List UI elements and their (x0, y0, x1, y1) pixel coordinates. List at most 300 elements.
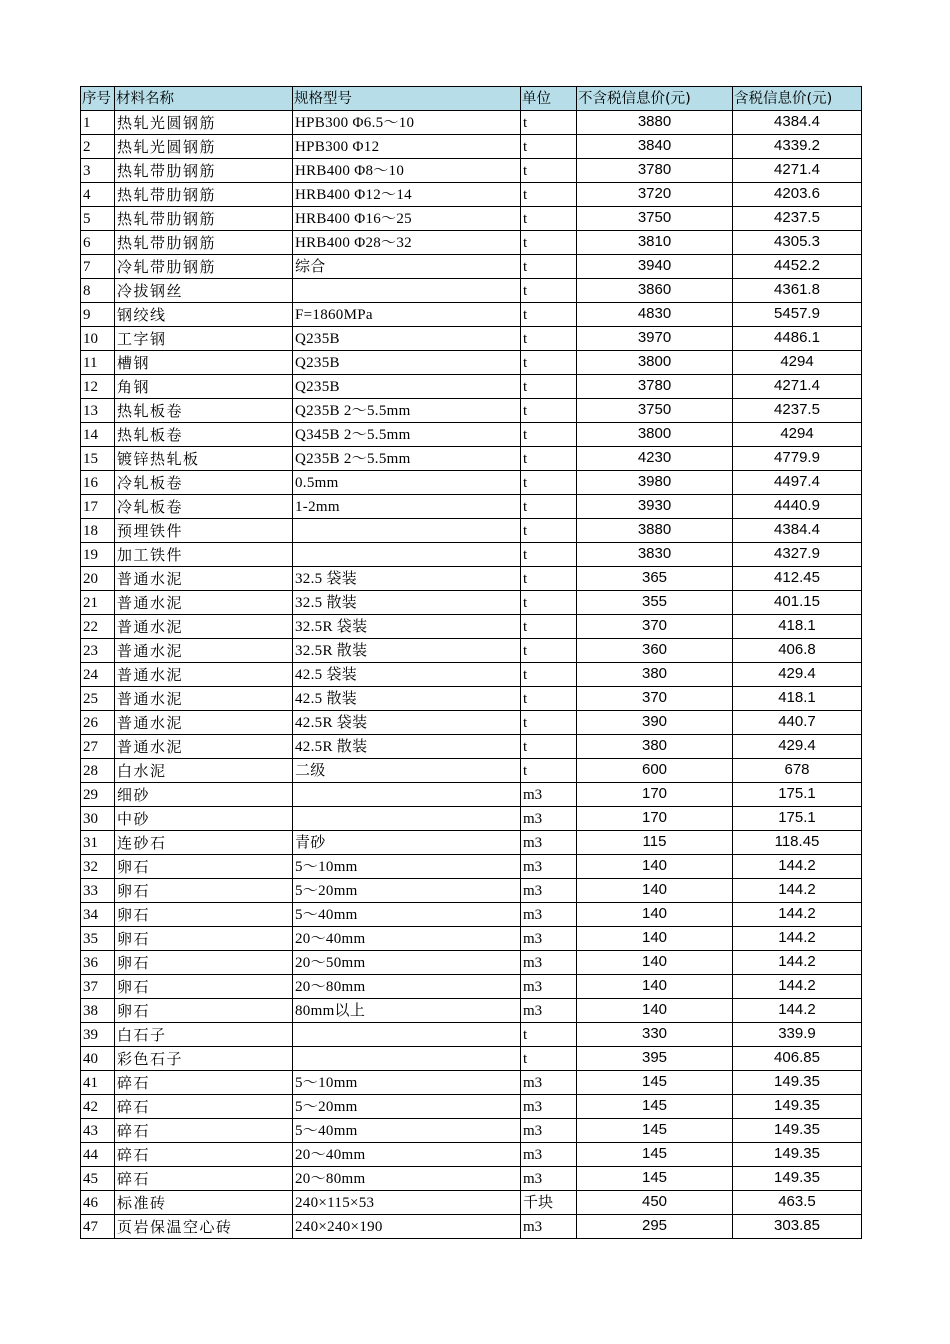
cell-unit[interactable]: m3 (521, 1071, 577, 1095)
cell-unit[interactable]: t (521, 639, 577, 663)
cell-spec[interactable]: F=1860MPa (293, 303, 521, 327)
cell-seq[interactable]: 44 (81, 1143, 115, 1167)
cell-seq[interactable]: 21 (81, 591, 115, 615)
cell-price-ex-tax[interactable]: 145 (577, 1095, 733, 1119)
cell-seq[interactable]: 12 (81, 375, 115, 399)
cell-price-ex-tax[interactable]: 3880 (577, 111, 733, 135)
cell-material-name[interactable]: 热轧带肋钢筋 (115, 207, 293, 231)
cell-material-name[interactable]: 预埋铁件 (115, 519, 293, 543)
cell-price-inc-tax[interactable]: 4305.3 (733, 231, 862, 255)
cell-material-name[interactable]: 标准砖 (115, 1191, 293, 1215)
cell-material-name[interactable]: 卵石 (115, 975, 293, 999)
cell-material-name[interactable]: 钢绞线 (115, 303, 293, 327)
cell-unit[interactable]: t (521, 399, 577, 423)
cell-spec[interactable]: 0.5mm (293, 471, 521, 495)
cell-unit[interactable]: t (521, 375, 577, 399)
cell-seq[interactable]: 14 (81, 423, 115, 447)
cell-unit[interactable]: t (521, 135, 577, 159)
cell-material-name[interactable]: 槽钢 (115, 351, 293, 375)
cell-price-ex-tax[interactable]: 355 (577, 591, 733, 615)
cell-material-name[interactable]: 卵石 (115, 879, 293, 903)
cell-seq[interactable]: 26 (81, 711, 115, 735)
cell-material-name[interactable]: 彩色石子 (115, 1047, 293, 1071)
cell-spec[interactable]: HRB400 Φ28～32 (293, 231, 521, 255)
cell-material-name[interactable]: 冷轧板卷 (115, 471, 293, 495)
cell-price-ex-tax[interactable]: 4230 (577, 447, 733, 471)
cell-spec[interactable] (293, 519, 521, 543)
cell-price-ex-tax[interactable]: 3840 (577, 135, 733, 159)
cell-seq[interactable]: 24 (81, 663, 115, 687)
cell-price-inc-tax[interactable]: 678 (733, 759, 862, 783)
cell-material-name[interactable]: 工字钢 (115, 327, 293, 351)
cell-unit[interactable]: t (521, 519, 577, 543)
cell-unit[interactable]: m3 (521, 807, 577, 831)
cell-seq[interactable]: 39 (81, 1023, 115, 1047)
cell-price-inc-tax[interactable]: 429.4 (733, 663, 862, 687)
cell-material-name[interactable]: 热轧带肋钢筋 (115, 183, 293, 207)
cell-price-inc-tax[interactable]: 144.2 (733, 999, 862, 1023)
cell-spec[interactable] (293, 543, 521, 567)
cell-material-name[interactable]: 冷拔钢丝 (115, 279, 293, 303)
cell-seq[interactable]: 33 (81, 879, 115, 903)
cell-unit[interactable]: t (521, 279, 577, 303)
cell-spec[interactable]: HRB400 Φ16～25 (293, 207, 521, 231)
cell-material-name[interactable]: 白石子 (115, 1023, 293, 1047)
cell-price-ex-tax[interactable]: 3800 (577, 351, 733, 375)
cell-price-inc-tax[interactable]: 4497.4 (733, 471, 862, 495)
cell-price-inc-tax[interactable]: 440.7 (733, 711, 862, 735)
cell-spec[interactable]: 5～20mm (293, 879, 521, 903)
cell-price-inc-tax[interactable]: 4779.9 (733, 447, 862, 471)
cell-price-inc-tax[interactable]: 4486.1 (733, 327, 862, 351)
cell-unit[interactable]: t (521, 567, 577, 591)
cell-price-ex-tax[interactable]: 3780 (577, 375, 733, 399)
cell-material-name[interactable]: 碎石 (115, 1119, 293, 1143)
cell-material-name[interactable]: 卵石 (115, 927, 293, 951)
cell-seq[interactable]: 40 (81, 1047, 115, 1071)
cell-price-inc-tax[interactable]: 4271.4 (733, 159, 862, 183)
cell-price-inc-tax[interactable]: 4361.8 (733, 279, 862, 303)
cell-unit[interactable]: t (521, 687, 577, 711)
cell-unit[interactable]: t (521, 759, 577, 783)
cell-price-ex-tax[interactable]: 3930 (577, 495, 733, 519)
cell-price-ex-tax[interactable]: 3830 (577, 543, 733, 567)
cell-material-name[interactable]: 热轧板卷 (115, 423, 293, 447)
table-row (81, 543, 862, 567)
cell-spec[interactable]: 青砂 (293, 831, 521, 855)
table-row (81, 759, 862, 783)
cell-unit[interactable]: m3 (521, 831, 577, 855)
cell-material-name[interactable]: 卵石 (115, 855, 293, 879)
cell-price-inc-tax[interactable]: 429.4 (733, 735, 862, 759)
cell-price-ex-tax[interactable]: 140 (577, 951, 733, 975)
table-row (81, 591, 862, 615)
cell-spec[interactable]: 1-2mm (293, 495, 521, 519)
cell-material-name[interactable]: 碎石 (115, 1095, 293, 1119)
cell-spec[interactable]: Q235B 2～5.5mm (293, 399, 521, 423)
cell-price-inc-tax[interactable]: 339.9 (733, 1023, 862, 1047)
cell-seq[interactable]: 36 (81, 951, 115, 975)
cell-material-name[interactable]: 细砂 (115, 783, 293, 807)
cell-seq[interactable]: 22 (81, 615, 115, 639)
cell-unit[interactable]: t (521, 207, 577, 231)
cell-price-ex-tax[interactable]: 3810 (577, 231, 733, 255)
cell-spec[interactable]: HRB400 Φ8～10 (293, 159, 521, 183)
cell-material-name[interactable]: 普通水泥 (115, 735, 293, 759)
cell-seq[interactable]: 37 (81, 975, 115, 999)
cell-unit[interactable]: m3 (521, 951, 577, 975)
cell-unit[interactable]: t (521, 1047, 577, 1071)
table-row (81, 351, 862, 375)
cell-price-inc-tax[interactable]: 149.35 (733, 1071, 862, 1095)
cell-spec[interactable]: 20～40mm (293, 927, 521, 951)
cell-seq[interactable]: 2 (81, 135, 115, 159)
cell-price-ex-tax[interactable]: 170 (577, 783, 733, 807)
cell-price-inc-tax[interactable]: 4237.5 (733, 207, 862, 231)
cell-unit[interactable]: t (521, 303, 577, 327)
cell-spec[interactable]: Q235B 2～5.5mm (293, 447, 521, 471)
cell-material-name[interactable]: 普通水泥 (115, 567, 293, 591)
cell-price-inc-tax[interactable]: 418.1 (733, 615, 862, 639)
cell-unit[interactable]: t (521, 111, 577, 135)
cell-price-ex-tax[interactable]: 360 (577, 639, 733, 663)
cell-material-name[interactable]: 页岩保温空心砖 (115, 1215, 293, 1239)
cell-material-name[interactable]: 镀锌热轧板 (115, 447, 293, 471)
cell-spec[interactable]: HPB300 Φ6.5～10 (293, 111, 521, 135)
cell-price-ex-tax[interactable]: 380 (577, 663, 733, 687)
cell-price-ex-tax[interactable]: 3880 (577, 519, 733, 543)
cell-price-inc-tax[interactable]: 412.45 (733, 567, 862, 591)
cell-price-inc-tax[interactable]: 149.35 (733, 1167, 862, 1191)
cell-price-inc-tax[interactable]: 149.35 (733, 1095, 862, 1119)
cell-unit[interactable]: m3 (521, 903, 577, 927)
cell-material-name[interactable]: 连砂石 (115, 831, 293, 855)
cell-unit[interactable]: t (521, 615, 577, 639)
cell-material-name[interactable]: 冷轧带肋钢筋 (115, 255, 293, 279)
cell-unit[interactable]: t (521, 159, 577, 183)
table-row (81, 303, 862, 327)
cell-material-name[interactable]: 热轧光圆钢筋 (115, 135, 293, 159)
cell-price-ex-tax[interactable]: 370 (577, 687, 733, 711)
cell-unit[interactable]: m3 (521, 927, 577, 951)
cell-seq[interactable]: 6 (81, 231, 115, 255)
cell-seq[interactable]: 27 (81, 735, 115, 759)
cell-material-name[interactable]: 普通水泥 (115, 663, 293, 687)
cell-price-inc-tax[interactable]: 144.2 (733, 903, 862, 927)
cell-unit[interactable]: t (521, 183, 577, 207)
cell-material-name[interactable]: 普通水泥 (115, 639, 293, 663)
cell-price-ex-tax[interactable]: 365 (577, 567, 733, 591)
cell-price-inc-tax[interactable]: 144.2 (733, 879, 862, 903)
cell-seq[interactable]: 30 (81, 807, 115, 831)
cell-spec[interactable]: 5～40mm (293, 1119, 521, 1143)
cell-unit[interactable]: t (521, 351, 577, 375)
cell-price-ex-tax[interactable]: 145 (577, 1167, 733, 1191)
cell-material-name[interactable]: 卵石 (115, 999, 293, 1023)
cell-seq[interactable]: 8 (81, 279, 115, 303)
cell-spec[interactable]: 20～80mm (293, 1167, 521, 1191)
cell-seq[interactable]: 4 (81, 183, 115, 207)
table-row (81, 711, 862, 735)
cell-spec[interactable] (293, 279, 521, 303)
cell-unit[interactable]: t (521, 423, 577, 447)
cell-seq[interactable]: 11 (81, 351, 115, 375)
cell-seq[interactable]: 1 (81, 111, 115, 135)
cell-seq[interactable]: 20 (81, 567, 115, 591)
cell-price-inc-tax[interactable]: 406.8 (733, 639, 862, 663)
cell-seq[interactable]: 28 (81, 759, 115, 783)
cell-unit[interactable]: t (521, 735, 577, 759)
cell-unit[interactable]: t (521, 255, 577, 279)
cell-spec[interactable]: 42.5 散装 (293, 687, 521, 711)
cell-material-name[interactable]: 普通水泥 (115, 615, 293, 639)
cell-material-name[interactable]: 热轧板卷 (115, 399, 293, 423)
cell-price-ex-tax[interactable]: 3750 (577, 207, 733, 231)
cell-material-name[interactable]: 中砂 (115, 807, 293, 831)
cell-price-ex-tax[interactable]: 370 (577, 615, 733, 639)
cell-price-inc-tax[interactable]: 4237.5 (733, 399, 862, 423)
cell-price-inc-tax[interactable]: 4327.9 (733, 543, 862, 567)
cell-price-ex-tax[interactable]: 140 (577, 903, 733, 927)
cell-price-ex-tax[interactable]: 295 (577, 1215, 733, 1239)
cell-spec[interactable]: 20～40mm (293, 1143, 521, 1167)
cell-material-name[interactable]: 冷轧板卷 (115, 495, 293, 519)
table-row (81, 687, 862, 711)
cell-price-inc-tax[interactable]: 4384.4 (733, 111, 862, 135)
cell-price-inc-tax[interactable]: 4384.4 (733, 519, 862, 543)
cell-unit[interactable]: t (521, 231, 577, 255)
cell-price-inc-tax[interactable]: 4294 (733, 423, 862, 447)
cell-seq[interactable]: 3 (81, 159, 115, 183)
cell-price-ex-tax[interactable]: 3780 (577, 159, 733, 183)
cell-seq[interactable]: 13 (81, 399, 115, 423)
cell-price-inc-tax[interactable]: 144.2 (733, 855, 862, 879)
cell-material-name[interactable]: 角钢 (115, 375, 293, 399)
cell-material-name[interactable]: 热轧带肋钢筋 (115, 231, 293, 255)
cell-price-ex-tax[interactable]: 380 (577, 735, 733, 759)
cell-seq[interactable]: 23 (81, 639, 115, 663)
cell-material-name[interactable]: 热轧带肋钢筋 (115, 159, 293, 183)
cell-seq[interactable]: 38 (81, 999, 115, 1023)
cell-price-inc-tax[interactable]: 4271.4 (733, 375, 862, 399)
header-seq[interactable]: 序号 (81, 87, 115, 111)
cell-unit[interactable]: m3 (521, 1095, 577, 1119)
cell-seq[interactable]: 17 (81, 495, 115, 519)
cell-material-name[interactable]: 碎石 (115, 1167, 293, 1191)
cell-spec[interactable]: 42.5R 散装 (293, 735, 521, 759)
cell-spec[interactable]: 42.5 袋装 (293, 663, 521, 687)
cell-price-inc-tax[interactable]: 4203.6 (733, 183, 862, 207)
price-table (80, 86, 862, 1239)
cell-seq[interactable]: 43 (81, 1119, 115, 1143)
cell-price-ex-tax[interactable]: 145 (577, 1071, 733, 1095)
cell-seq[interactable]: 45 (81, 1167, 115, 1191)
cell-price-ex-tax[interactable]: 330 (577, 1023, 733, 1047)
cell-seq[interactable]: 5 (81, 207, 115, 231)
cell-spec[interactable]: 42.5R 袋装 (293, 711, 521, 735)
cell-price-inc-tax[interactable]: 118.45 (733, 831, 862, 855)
cell-seq[interactable]: 47 (81, 1215, 115, 1239)
cell-unit[interactable]: t (521, 447, 577, 471)
cell-price-ex-tax[interactable]: 3970 (577, 327, 733, 351)
cell-price-inc-tax[interactable]: 5457.9 (733, 303, 862, 327)
cell-unit[interactable]: t (521, 495, 577, 519)
cell-unit[interactable]: t (521, 543, 577, 567)
cell-seq[interactable]: 29 (81, 783, 115, 807)
cell-price-ex-tax[interactable]: 140 (577, 999, 733, 1023)
cell-price-ex-tax[interactable]: 140 (577, 879, 733, 903)
cell-unit[interactable]: m3 (521, 1119, 577, 1143)
table-row (81, 1119, 862, 1143)
cell-price-inc-tax[interactable]: 4440.9 (733, 495, 862, 519)
table-row (81, 903, 862, 927)
cell-spec[interactable]: 240×240×190 (293, 1215, 521, 1239)
cell-price-ex-tax[interactable]: 3750 (577, 399, 733, 423)
cell-seq[interactable]: 34 (81, 903, 115, 927)
cell-material-name[interactable]: 卵石 (115, 951, 293, 975)
cell-material-name[interactable]: 普通水泥 (115, 687, 293, 711)
cell-spec[interactable]: 32.5R 散装 (293, 639, 521, 663)
cell-material-name[interactable]: 加工铁件 (115, 543, 293, 567)
cell-seq[interactable]: 15 (81, 447, 115, 471)
cell-spec[interactable]: 20～80mm (293, 975, 521, 999)
cell-spec[interactable]: 32.5R 袋装 (293, 615, 521, 639)
cell-material-name[interactable]: 白水泥 (115, 759, 293, 783)
cell-spec[interactable] (293, 1047, 521, 1071)
cell-price-ex-tax[interactable]: 3800 (577, 423, 733, 447)
cell-unit[interactable]: t (521, 711, 577, 735)
cell-unit[interactable]: m3 (521, 1143, 577, 1167)
cell-price-inc-tax[interactable]: 463.5 (733, 1191, 862, 1215)
cell-spec[interactable]: 5～40mm (293, 903, 521, 927)
cell-spec[interactable]: 5～10mm (293, 855, 521, 879)
cell-unit[interactable]: m3 (521, 879, 577, 903)
cell-price-ex-tax[interactable]: 450 (577, 1191, 733, 1215)
cell-spec[interactable]: HRB400 Φ12～14 (293, 183, 521, 207)
cell-spec[interactable] (293, 783, 521, 807)
header-price-ex-tax[interactable]: 不含税信息价(元) (577, 87, 733, 111)
cell-unit[interactable]: t (521, 471, 577, 495)
cell-price-ex-tax[interactable]: 115 (577, 831, 733, 855)
cell-price-ex-tax[interactable]: 140 (577, 975, 733, 999)
cell-price-ex-tax[interactable]: 390 (577, 711, 733, 735)
cell-unit[interactable]: m3 (521, 855, 577, 879)
cell-seq[interactable]: 10 (81, 327, 115, 351)
cell-price-inc-tax[interactable]: 4339.2 (733, 135, 862, 159)
header-price-inc-tax[interactable]: 含税信息价(元) (733, 87, 862, 111)
cell-seq[interactable]: 9 (81, 303, 115, 327)
cell-unit[interactable]: m3 (521, 783, 577, 807)
cell-price-inc-tax[interactable]: 149.35 (733, 1143, 862, 1167)
cell-material-name[interactable]: 碎石 (115, 1143, 293, 1167)
cell-spec[interactable]: 二级 (293, 759, 521, 783)
cell-price-inc-tax[interactable]: 175.1 (733, 783, 862, 807)
cell-material-name[interactable]: 碎石 (115, 1071, 293, 1095)
cell-price-ex-tax[interactable]: 140 (577, 855, 733, 879)
cell-seq[interactable]: 19 (81, 543, 115, 567)
cell-unit[interactable]: t (521, 591, 577, 615)
table-row (81, 255, 862, 279)
cell-price-ex-tax[interactable]: 600 (577, 759, 733, 783)
cell-spec[interactable]: 综合 (293, 255, 521, 279)
cell-spec[interactable]: 32.5 散装 (293, 591, 521, 615)
cell-spec[interactable]: 240×115×53 (293, 1191, 521, 1215)
cell-unit[interactable]: 千块 (521, 1191, 577, 1215)
cell-spec[interactable]: 5～10mm (293, 1071, 521, 1095)
cell-spec[interactable]: 20～50mm (293, 951, 521, 975)
cell-unit[interactable]: m3 (521, 1167, 577, 1191)
cell-price-ex-tax[interactable]: 395 (577, 1047, 733, 1071)
cell-seq[interactable]: 32 (81, 855, 115, 879)
cell-spec[interactable]: 32.5 袋装 (293, 567, 521, 591)
cell-price-ex-tax[interactable]: 3720 (577, 183, 733, 207)
cell-price-inc-tax[interactable]: 4294 (733, 351, 862, 375)
cell-price-inc-tax[interactable]: 303.85 (733, 1215, 862, 1239)
cell-material-name[interactable]: 热轧光圆钢筋 (115, 111, 293, 135)
cell-price-ex-tax[interactable]: 3940 (577, 255, 733, 279)
cell-material-name[interactable]: 普通水泥 (115, 591, 293, 615)
cell-spec[interactable]: Q345B 2～5.5mm (293, 423, 521, 447)
cell-price-ex-tax[interactable]: 4830 (577, 303, 733, 327)
cell-price-ex-tax[interactable]: 145 (577, 1119, 733, 1143)
cell-price-ex-tax[interactable]: 145 (577, 1143, 733, 1167)
cell-spec[interactable] (293, 1023, 521, 1047)
header-unit[interactable]: 单位 (521, 87, 577, 111)
cell-price-inc-tax[interactable]: 144.2 (733, 951, 862, 975)
cell-spec[interactable]: Q235B (293, 327, 521, 351)
cell-unit[interactable]: m3 (521, 975, 577, 999)
cell-seq[interactable]: 31 (81, 831, 115, 855)
cell-seq[interactable]: 35 (81, 927, 115, 951)
cell-price-ex-tax[interactable]: 170 (577, 807, 733, 831)
cell-seq[interactable]: 16 (81, 471, 115, 495)
cell-seq[interactable]: 46 (81, 1191, 115, 1215)
cell-unit[interactable]: m3 (521, 1215, 577, 1239)
cell-seq[interactable]: 18 (81, 519, 115, 543)
cell-price-inc-tax[interactable]: 149.35 (733, 1119, 862, 1143)
cell-price-inc-tax[interactable]: 144.2 (733, 927, 862, 951)
cell-spec[interactable]: Q235B (293, 375, 521, 399)
cell-seq[interactable]: 25 (81, 687, 115, 711)
cell-spec[interactable]: HPB300 Φ12 (293, 135, 521, 159)
table-row (81, 183, 862, 207)
cell-price-inc-tax[interactable]: 406.85 (733, 1047, 862, 1071)
cell-price-inc-tax[interactable]: 418.1 (733, 687, 862, 711)
header-name[interactable]: 材料名称 (115, 87, 293, 111)
cell-unit[interactable]: t (521, 663, 577, 687)
cell-price-inc-tax[interactable]: 175.1 (733, 807, 862, 831)
cell-price-inc-tax[interactable]: 144.2 (733, 975, 862, 999)
cell-spec[interactable]: 80mm以上 (293, 999, 521, 1023)
cell-spec[interactable] (293, 807, 521, 831)
header-spec[interactable]: 规格型号 (293, 87, 521, 111)
cell-price-ex-tax[interactable]: 3860 (577, 279, 733, 303)
cell-unit[interactable]: m3 (521, 999, 577, 1023)
cell-price-inc-tax[interactable]: 401.15 (733, 591, 862, 615)
cell-unit[interactable]: t (521, 1023, 577, 1047)
cell-price-inc-tax[interactable]: 4452.2 (733, 255, 862, 279)
cell-seq[interactable]: 42 (81, 1095, 115, 1119)
cell-price-ex-tax[interactable]: 140 (577, 927, 733, 951)
cell-material-name[interactable]: 卵石 (115, 903, 293, 927)
cell-spec[interactable]: 5～20mm (293, 1095, 521, 1119)
cell-seq[interactable]: 7 (81, 255, 115, 279)
cell-material-name[interactable]: 普通水泥 (115, 711, 293, 735)
cell-unit[interactable]: t (521, 327, 577, 351)
cell-spec[interactable]: Q235B (293, 351, 521, 375)
cell-price-ex-tax[interactable]: 3980 (577, 471, 733, 495)
cell-seq[interactable]: 41 (81, 1071, 115, 1095)
